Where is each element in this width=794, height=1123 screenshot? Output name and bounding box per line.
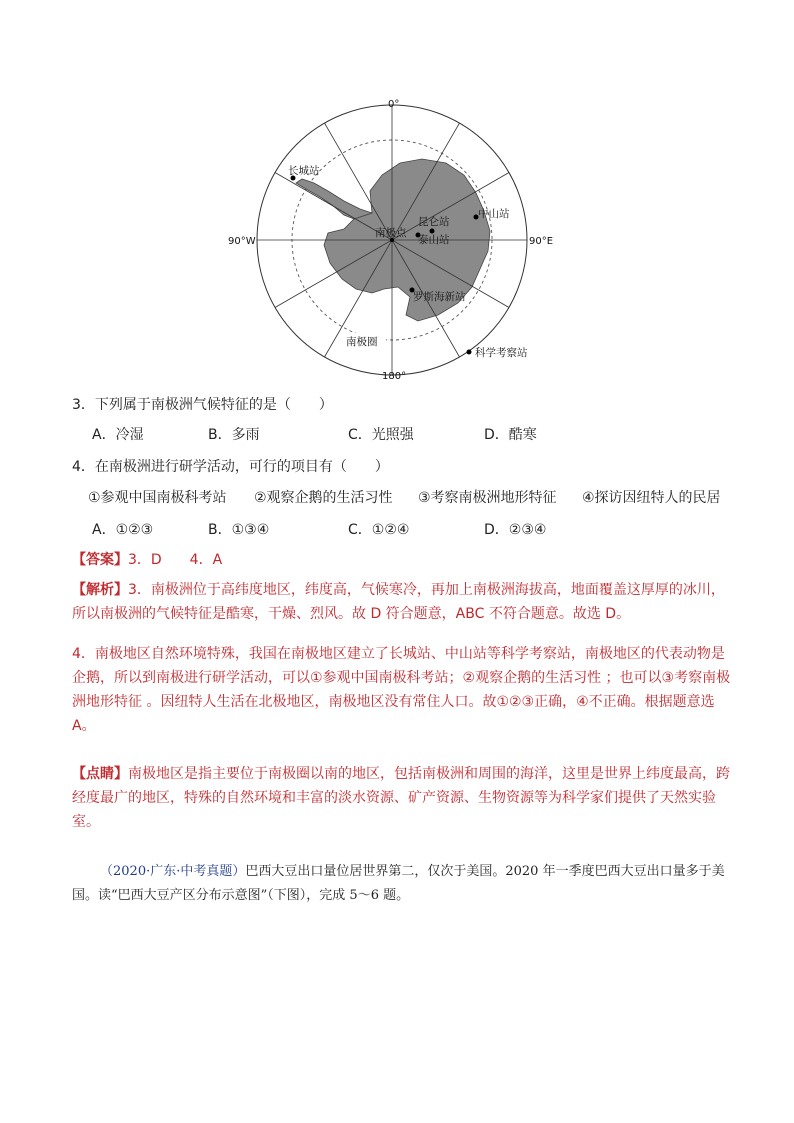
- kunlun-station-label: 昆仑站: [418, 216, 450, 228]
- answer-text: 3．D 4．A: [128, 552, 223, 568]
- q4-option-b: B．①③④: [208, 522, 270, 538]
- antarctica-map: [228, 93, 562, 385]
- comment-tag: 【点睛】: [72, 766, 128, 782]
- zhongshan-station-label: 中山站: [478, 208, 510, 220]
- question-4-stem: 4．在南极洲进行研学活动，可行的项目有（ ）: [72, 459, 389, 475]
- antarctic-circle-label: 南极圈: [346, 336, 378, 348]
- q3-option-c: C．光照强: [348, 427, 414, 443]
- answer-tag: 【答案】: [72, 552, 128, 568]
- taishan-station-label: 泰山站: [418, 234, 450, 246]
- analysis-paragraph-1: [72, 578, 732, 626]
- analysis-paragraph-2: 4．南极地区自然环境特殊，我国在南极地区建立了长城站、中山站等科学考察站，南极地区的代表动物是企鹅，所以到南极进行研学活动，可以①参观中国南极科考站；②观察企鹅的生活习性 ；也可以③考察南极洲地形特征 。因纽特人生活在北极地区，南极地区没有常住人口。故①②③正确，④不正确。根据题意选 A。: [72, 646, 731, 734]
- map-label-90w: 90°W: [228, 236, 256, 247]
- analysis-tag: 【解析】: [72, 582, 128, 598]
- map-label-0: 0°: [388, 99, 400, 110]
- source-tag: （2020·广东·中考真题）: [100, 864, 246, 879]
- analysis-text-1: 3．南极洲位于高纬度地区，纬度高，气候寒冷，再加上南极洲海拔高，地面覆盖这厚厚的冰川，所以南极洲的气候特征是酷寒，干燥、烈风。故 D 符合题意，ABC 不符合题意。故选 D。: [72, 582, 725, 622]
- q4-item-4: ④探访因纽特人的民居: [582, 490, 721, 506]
- answer-line: [72, 551, 222, 569]
- kunlun-station-dot: [430, 229, 435, 234]
- legend-label: 科学考察站: [475, 347, 528, 359]
- next-question-text: 巴西大豆出口量位居世界第二，仅次于美国。2020 年一季度巴西大豆出口量多于美国。读“巴西大豆产区分布示意图”（下图），完成 5～6 题。: [72, 864, 725, 903]
- legend-dot: [467, 350, 472, 355]
- map-label-180: 180°: [382, 371, 407, 382]
- q4-option-a: A．①②③: [92, 522, 154, 538]
- q4-item-2: ②观察企鹅的生活习性: [254, 490, 393, 506]
- map-label-90e: 90°E: [529, 236, 554, 247]
- q3-option-b: B．多雨: [208, 427, 260, 443]
- q3-option-d: D．酷寒: [484, 427, 537, 443]
- comment-paragraph: [72, 762, 732, 834]
- ross-station-label: 罗斯海新站: [413, 291, 466, 303]
- question-3-options: [92, 426, 537, 444]
- q3-option-a: A．冷湿: [92, 427, 144, 443]
- south-pole-label: 南极点: [375, 227, 407, 239]
- question-4-options: [92, 521, 546, 539]
- q4-option-c: C．①②④: [348, 522, 410, 538]
- next-question-intro: [72, 860, 732, 908]
- question-4-items: [88, 489, 721, 507]
- comment-text: 南极地区是指主要位于南极圈以南的地区，包括南极洲和周围的海洋，这里是世界上纬度最高，跨经度最广的地区，特殊的自然环境和丰富的淡水资源、矿产资源、生物资源等为科学家们提供了天然实验室。: [72, 766, 730, 830]
- q4-option-d: D．②③④: [484, 522, 547, 538]
- question-3-stem: 3．下列属于南极洲气候特征的是（ ）: [72, 397, 333, 413]
- q4-item-3: ③考察南极洲地形特征: [418, 490, 557, 506]
- changcheng-station-label: 长城站: [288, 165, 320, 177]
- q4-item-1: ①参观中国南极科考站: [88, 490, 227, 506]
